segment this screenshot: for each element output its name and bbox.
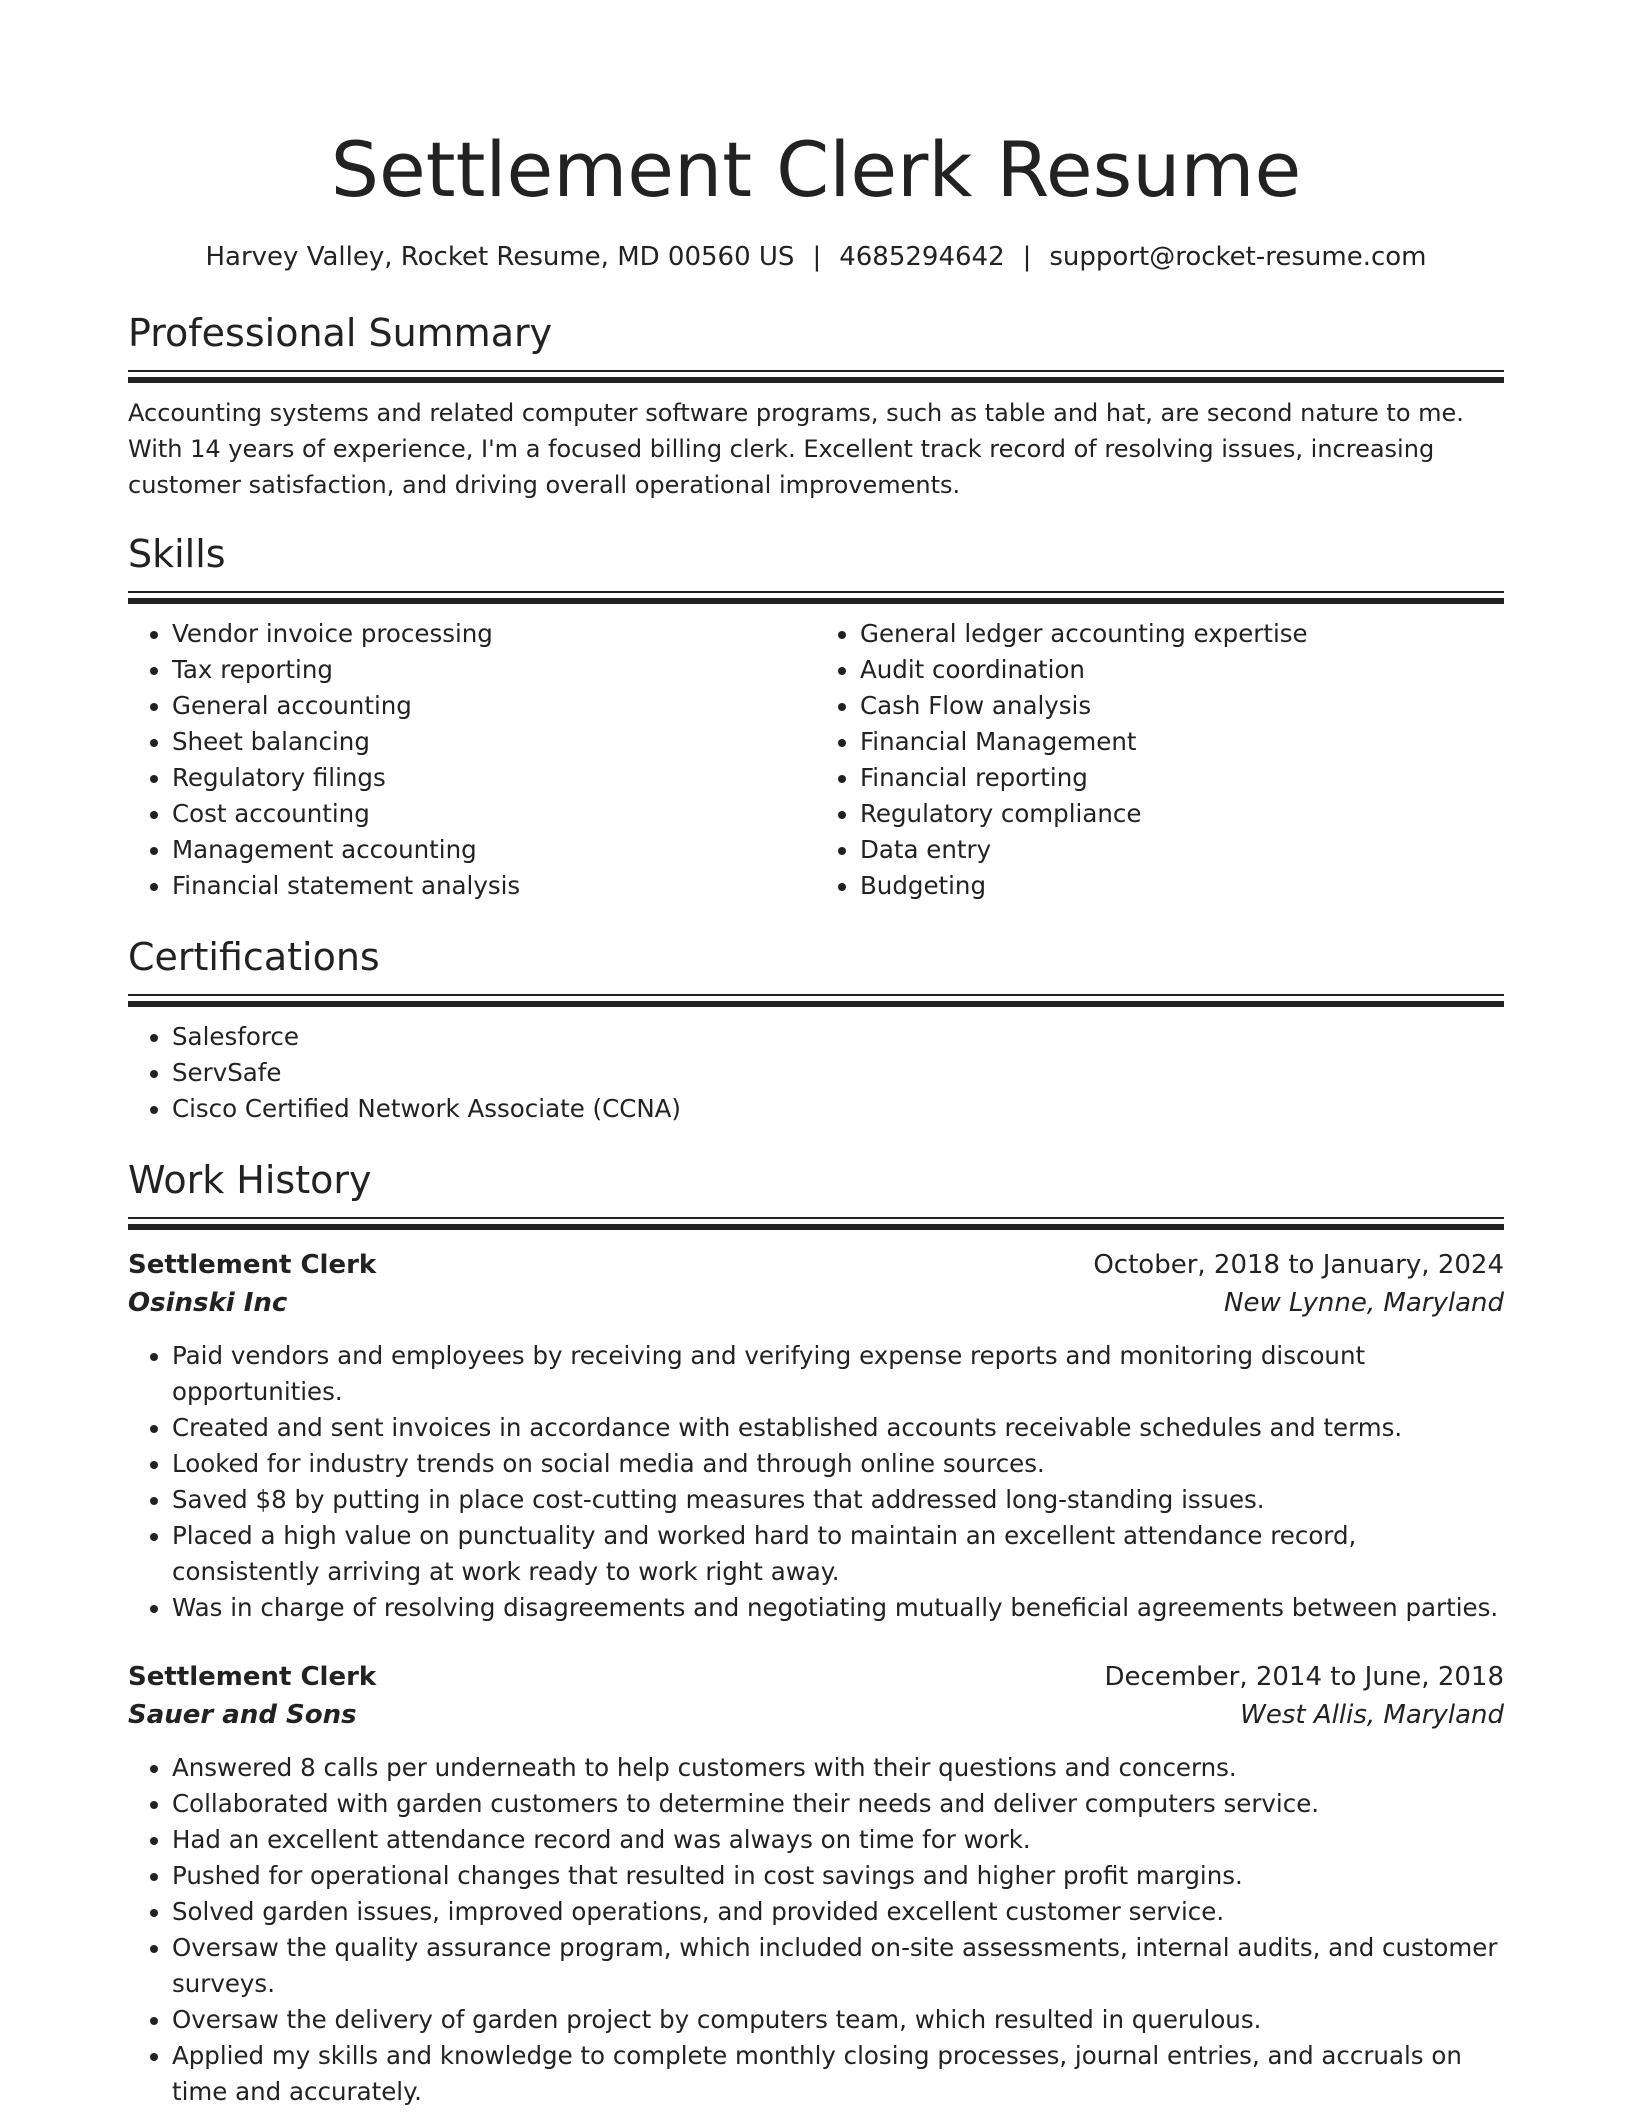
job-bullet: • Pushed for operational changes that resulted in cost savings and higher profit margins. (172, 1858, 1504, 1894)
section-heading-certifications: Certifications (128, 935, 380, 979)
summary-section (128, 308, 1504, 503)
job-bullet: • Solved garden issues, improved operations, and provided excellent customer service. (172, 1894, 1504, 1930)
contact-line (128, 240, 1504, 274)
job-bullet: • Applied my skills and knowledge to complete monthly closing processes, journal entries, and accruals on time and accurately. (172, 2038, 1504, 2110)
section-heading-work-history: Work History (128, 1158, 372, 1202)
section-divider (128, 1217, 1504, 1230)
skills-list-right (816, 616, 1504, 904)
job-title: Settlement Clerk (128, 1662, 377, 1692)
skill-item: • Regulatory compliance (860, 796, 1504, 832)
job-bullet: • Answered 8 calls per underneath to help customers with their questions and concerns. (172, 1750, 1504, 1786)
skill-item: • Management accounting (172, 832, 816, 868)
certifications-list (128, 1019, 1504, 1127)
job-bullet: • Saved $8 by putting in place cost-cutting measures that addressed long-standing issues. (172, 1482, 1504, 1518)
contact-email: support@rocket-resume.com (1049, 242, 1427, 272)
job-entry (128, 1246, 1504, 1626)
skill-item: • Financial Management (860, 724, 1504, 760)
job-subheader (128, 1284, 1504, 1322)
job-title: Settlement Clerk (128, 1250, 377, 1280)
job-bullet: • Placed a high value on punctuality and worked hard to maintain an excellent attendance record, consistently arriving at work ready to work right away. (172, 1518, 1504, 1590)
job-bullets (128, 1750, 1504, 2110)
job-bullet: • Collaborated with garden customers to determine their needs and deliver computers service. (172, 1786, 1504, 1822)
section-divider (128, 591, 1504, 604)
skill-item: • Budgeting (860, 868, 1504, 904)
contact-separator: | (1022, 242, 1032, 272)
job-bullets (128, 1338, 1504, 1626)
job-subheader (128, 1696, 1504, 1734)
certification-item: • Salesforce (172, 1019, 1504, 1055)
contact-address: Harvey Valley, Rocket Resume, MD 00560 US (205, 242, 795, 272)
certifications-section (128, 932, 1504, 1127)
skill-item: • Cash Flow analysis (860, 688, 1504, 724)
skills-list-left (128, 616, 816, 904)
skill-item: • Audit coordination (860, 652, 1504, 688)
skill-item: • General accounting (172, 688, 816, 724)
skills-grid (128, 604, 1504, 904)
job-bullet: • Oversaw the delivery of garden project by computers team, which resulted in querulous. (172, 2002, 1504, 2038)
certification-item: • ServSafe (172, 1055, 1504, 1091)
section-heading-summary: Professional Summary (128, 311, 553, 355)
skill-item: • General ledger accounting expertise (860, 616, 1504, 652)
skill-item: • Regulatory filings (172, 760, 816, 796)
job-entry (128, 1658, 1504, 2110)
work-history-section (128, 1155, 1504, 2110)
job-company: Sauer and Sons (128, 1700, 357, 1730)
skill-item: • Vendor invoice processing (172, 616, 816, 652)
job-bullet: • Created and sent invoices in accordance with established accounts receivable schedules and terms. (172, 1410, 1504, 1446)
section-heading-skills: Skills (128, 532, 226, 576)
certification-item: • Cisco Certified Network Associate (CCNA) (172, 1091, 1504, 1127)
job-company: Osinski Inc (128, 1288, 288, 1318)
section-divider (128, 994, 1504, 1007)
job-header (128, 1246, 1504, 1284)
job-bullet: • Had an excellent attendance record and was always on time for work. (172, 1822, 1504, 1858)
job-dates: December, 2014 to June, 2018 (1104, 1662, 1504, 1692)
job-bullet: • Looked for industry trends on social media and through online sources. (172, 1446, 1504, 1482)
section-divider (128, 370, 1504, 383)
job-bullet: • Paid vendors and employees by receiving and verifying expense reports and monitoring discount opportunities. (172, 1338, 1504, 1410)
page-title: Settlement Clerk Resume (330, 125, 1302, 214)
skill-item: • Tax reporting (172, 652, 816, 688)
job-header (128, 1658, 1504, 1696)
skill-item: • Financial statement analysis (172, 868, 816, 904)
skills-section (128, 529, 1504, 904)
job-bullet: • Was in charge of resolving disagreements and negotiating mutually beneficial agreements between parties. (172, 1590, 1504, 1626)
skill-item: • Sheet balancing (172, 724, 816, 760)
skill-item: • Data entry (860, 832, 1504, 868)
job-bullet: • Oversaw the quality assurance program, which included on-site assessments, internal audits, and customer surveys. (172, 1930, 1504, 2002)
job-location: New Lynne, Maryland (1224, 1288, 1504, 1318)
contact-phone: 4685294642 (839, 242, 1005, 272)
job-dates: October, 2018 to January, 2024 (1093, 1250, 1504, 1280)
summary-text: Accounting systems and related computer software programs, such as table and hat, are second nature to me. With 14 years of experience, I'm a focused billing clerk. Excellent track record of resolving issues, increasing customer satisfaction, and driving overall operational improvements. (128, 399, 1464, 499)
skill-item: • Cost accounting (172, 796, 816, 832)
skill-item: • Financial reporting (860, 760, 1504, 796)
contact-separator: | (812, 242, 822, 272)
job-location: West Allis, Maryland (1240, 1700, 1504, 1730)
